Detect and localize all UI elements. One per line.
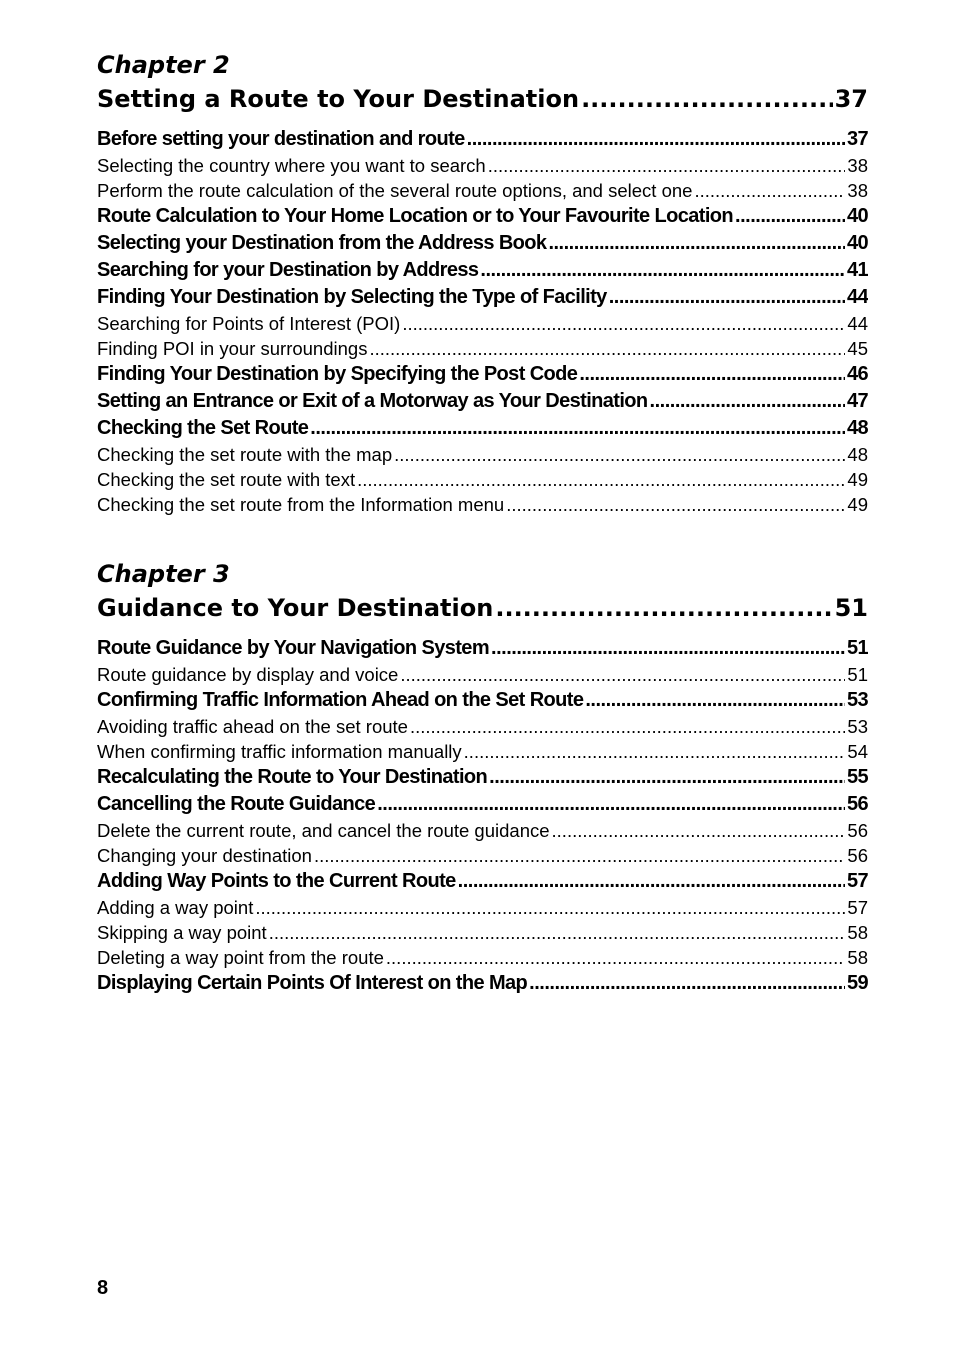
leader-dots <box>488 153 846 178</box>
leader-dots <box>310 415 845 442</box>
entry-page-number: 41 <box>846 259 868 281</box>
toc-subsection-entry[interactable] <box>97 442 868 467</box>
entry-page-number: 55 <box>846 766 868 788</box>
entry-title: Route Guidance by Your Navigation System <box>97 637 490 659</box>
toc-section-entry[interactable] <box>97 764 868 791</box>
toc-section-entry[interactable] <box>97 388 868 415</box>
entry-title: Perform the route calculation of the several route options, and select one <box>97 180 693 201</box>
leader-dots <box>650 388 845 415</box>
leader-dots <box>480 257 845 284</box>
chapter-title-row[interactable] <box>97 591 868 625</box>
leader-dots <box>489 764 845 791</box>
entry-title: Selecting the country where you want to search <box>97 155 486 176</box>
toc-subsection-entry[interactable] <box>97 178 868 203</box>
toc-subsection-entry[interactable] <box>97 895 868 920</box>
entry-title: Searching for Points of Interest (POI) <box>97 313 401 334</box>
toc-section-entry[interactable] <box>97 635 868 662</box>
toc-section-entry[interactable] <box>97 415 868 442</box>
table-of-contents <box>97 48 868 997</box>
chapter-section <box>97 557 868 997</box>
chapter-page-number: 51 <box>834 594 868 622</box>
leader-dots <box>506 492 845 517</box>
leader-dots <box>402 311 845 336</box>
leader-dots <box>377 791 845 818</box>
entry-title: Avoiding traffic ahead on the set route <box>97 716 408 737</box>
entry-title: Checking the set route from the Information menu <box>97 494 505 515</box>
entry-page-number: 48 <box>847 444 868 465</box>
entry-title: Checking the set route with text <box>97 469 356 490</box>
entry-page-number: 38 <box>847 180 868 201</box>
entry-title: Cancelling the Route Guidance <box>97 793 376 815</box>
toc-section-entry[interactable] <box>97 257 868 284</box>
entry-title: Skipping a way point <box>97 922 267 943</box>
toc-section-entry[interactable] <box>97 126 868 153</box>
entry-title: Adding a way point <box>97 897 254 918</box>
leader-dots <box>410 714 845 739</box>
leader-dots <box>357 467 845 492</box>
entry-title: Recalculating the Route to Your Destination <box>97 766 488 788</box>
entry-title: Displaying Certain Points Of Interest on the Map <box>97 972 528 994</box>
leader-dots <box>495 591 832 625</box>
leader-dots <box>585 687 845 714</box>
entry-page-number: 46 <box>846 363 868 385</box>
toc-subsection-entry[interactable] <box>97 945 868 970</box>
page-number: 8 <box>97 1277 109 1299</box>
entry-page-number: 58 <box>847 947 868 968</box>
leader-dots <box>548 230 845 257</box>
leader-dots <box>458 868 845 895</box>
leader-dots <box>464 739 846 764</box>
toc-subsection-entry[interactable] <box>97 920 868 945</box>
entry-page-number: 44 <box>846 286 868 308</box>
entry-title: When confirming traffic information manually <box>97 741 462 762</box>
toc-subsection-entry[interactable] <box>97 153 868 178</box>
leader-dots <box>314 843 845 868</box>
leader-dots <box>400 662 845 687</box>
chapter-title: Setting a Route to Your Destination <box>97 85 580 113</box>
entry-title: Adding Way Points to the Current Route <box>97 870 456 892</box>
chapter-label: Chapter 2 <box>97 51 230 79</box>
entry-title: Confirming Traffic Information Ahead on the Set Route <box>97 689 584 711</box>
toc-subsection-entry[interactable] <box>97 311 868 336</box>
entry-page-number: 53 <box>847 716 868 737</box>
leader-dots <box>609 284 845 311</box>
chapter-title-row[interactable] <box>97 82 868 116</box>
entry-page-number: 49 <box>847 469 868 490</box>
entry-page-number: 49 <box>847 494 868 515</box>
entry-page-number: 44 <box>847 313 868 334</box>
leader-dots <box>369 336 845 361</box>
leader-dots <box>552 818 846 843</box>
entry-title: Searching for your Destination by Address <box>97 259 479 281</box>
leader-dots <box>491 635 845 662</box>
entry-title: Finding Your Destination by Specifying the Post Code <box>97 363 578 385</box>
leader-dots <box>694 178 845 203</box>
toc-section-entry[interactable] <box>97 970 868 997</box>
toc-subsection-entry[interactable] <box>97 662 868 687</box>
toc-subsection-entry[interactable] <box>97 843 868 868</box>
entry-title: Checking the set route with the map <box>97 444 393 465</box>
toc-section-entry[interactable] <box>97 361 868 388</box>
leader-dots <box>386 945 846 970</box>
entry-title: Finding POI in your surroundings <box>97 338 368 359</box>
toc-section-entry[interactable] <box>97 791 868 818</box>
chapter-label: Chapter 3 <box>97 560 230 588</box>
entry-page-number: 40 <box>846 205 868 227</box>
entry-page-number: 59 <box>846 972 868 994</box>
leader-dots <box>579 361 845 388</box>
entry-page-number: 45 <box>847 338 868 359</box>
entry-title: Route Calculation to Your Home Location or to Your Favourite Location <box>97 205 734 227</box>
entry-title: Route guidance by display and voice <box>97 664 399 685</box>
chapter-title: Guidance to Your Destination <box>97 594 494 622</box>
toc-subsection-entry[interactable] <box>97 714 868 739</box>
entry-title: Before setting your destination and route <box>97 128 465 150</box>
chapter-section <box>97 48 868 517</box>
entry-page-number: 56 <box>847 820 868 841</box>
entry-page-number: 37 <box>846 128 868 150</box>
toc-section-entry[interactable] <box>97 284 868 311</box>
chapter-page-number: 37 <box>834 85 868 113</box>
entry-title: Selecting your Destination from the Address Book <box>97 232 547 254</box>
leader-dots <box>581 82 833 116</box>
toc-section-entry[interactable] <box>97 868 868 895</box>
toc-subsection-entry[interactable] <box>97 336 868 361</box>
toc-subsection-entry[interactable] <box>97 818 868 843</box>
toc-subsection-entry[interactable] <box>97 467 868 492</box>
toc-subsection-entry[interactable] <box>97 739 868 764</box>
entry-page-number: 51 <box>847 664 868 685</box>
leader-dots <box>269 920 846 945</box>
toc-section-entry[interactable] <box>97 230 868 257</box>
entry-page-number: 40 <box>846 232 868 254</box>
leader-dots <box>467 126 845 153</box>
entry-page-number: 58 <box>847 922 868 943</box>
entry-title: Setting an Entrance or Exit of a Motorway as Your Destination <box>97 390 648 412</box>
entry-title: Finding Your Destination by Selecting the Type of Facility <box>97 286 607 308</box>
entry-title: Deleting a way point from the route <box>97 947 384 968</box>
leader-dots <box>735 203 845 230</box>
leader-dots <box>394 442 845 467</box>
leader-dots <box>529 970 845 997</box>
entry-page-number: 47 <box>846 390 868 412</box>
leader-dots <box>255 895 845 920</box>
entry-page-number: 56 <box>847 845 868 866</box>
toc-section-entry[interactable] <box>97 687 868 714</box>
entry-page-number: 56 <box>846 793 868 815</box>
toc-section-entry[interactable] <box>97 203 868 230</box>
entry-page-number: 57 <box>846 870 868 892</box>
entry-title: Changing your destination <box>97 845 312 866</box>
entry-title: Checking the Set Route <box>97 417 309 439</box>
entry-page-number: 38 <box>847 155 868 176</box>
entry-title: Delete the current route, and cancel the route guidance <box>97 820 550 841</box>
toc-subsection-entry[interactable] <box>97 492 868 517</box>
entry-page-number: 51 <box>846 637 868 659</box>
entry-page-number: 53 <box>846 689 868 711</box>
entry-page-number: 57 <box>847 897 868 918</box>
entry-page-number: 48 <box>846 417 868 439</box>
entry-page-number: 54 <box>847 741 868 762</box>
